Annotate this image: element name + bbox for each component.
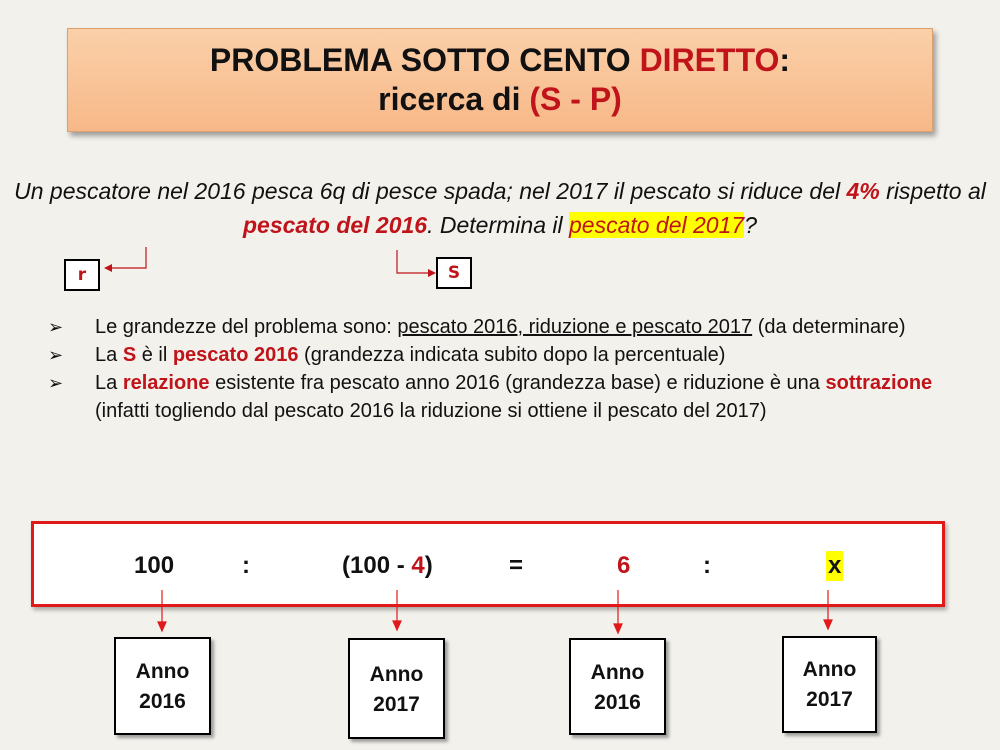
bullet-item: ➢ La S è il pescato 2016 (grandezza indicata subito dopo la percentuale) — [48, 341, 958, 369]
label-s: S — [436, 257, 472, 289]
year-box-2016-known: Anno 2016 — [569, 638, 666, 735]
label-r: r — [64, 259, 100, 291]
percentage-value: 4% — [846, 178, 880, 204]
proportion-term-a: 100 — [134, 552, 175, 579]
arrow-bullet-icon: ➢ — [48, 345, 64, 365]
title-line-2: ricerca di (S - P) — [378, 81, 622, 117]
bullet-item: ➢ La relazione esistente fra pescato anno 2016 (grandezza base) e riduzione è una sottrazione (infatti togliendo dal pescato 2016 la riduzione si ottiene il pescato del 2017) — [48, 369, 958, 425]
proportion-colon-2: : — [703, 552, 711, 579]
title-box — [67, 28, 933, 132]
proportion-term-c: 6 — [617, 552, 631, 579]
title-direct-word: DIRETTO — [639, 42, 780, 78]
year-box-2017-unknown: Anno 2017 — [782, 636, 877, 733]
arrow-bullet-icon: ➢ — [48, 317, 64, 337]
proportion-equals: = — [509, 552, 524, 579]
arrow-bullet-icon: ➢ — [48, 373, 64, 393]
bullet-list — [48, 313, 958, 425]
title-formula: (S - P) — [529, 81, 622, 117]
year-box-2016-base: Anno 2016 — [114, 637, 211, 735]
proportion-term-x: x — [828, 552, 842, 579]
base-quantity: pescato del 2016 — [243, 212, 428, 238]
year-box-2017-reduced: Anno 2017 — [348, 638, 445, 739]
proportion-term-b: (100 - 4) — [342, 552, 433, 579]
problem-statement: Un pescatore nel 2016 pesca 6q di pesce spada; nel 2017 il pescato si riduce del 4% rispetto al pescato del 2016. Determina il pescato del 2017? — [14, 178, 986, 238]
bullet-item: ➢ Le grandezze del problema sono: pescato 2016, riduzione e pescato 2017 (da determinare) — [48, 313, 958, 341]
title-line-1: PROBLEMA SOTTO CENTO DIRETTO: — [209, 42, 791, 78]
proportion-colon-1: : — [242, 552, 250, 579]
unknown-quantity: pescato del 2017 — [568, 212, 745, 238]
